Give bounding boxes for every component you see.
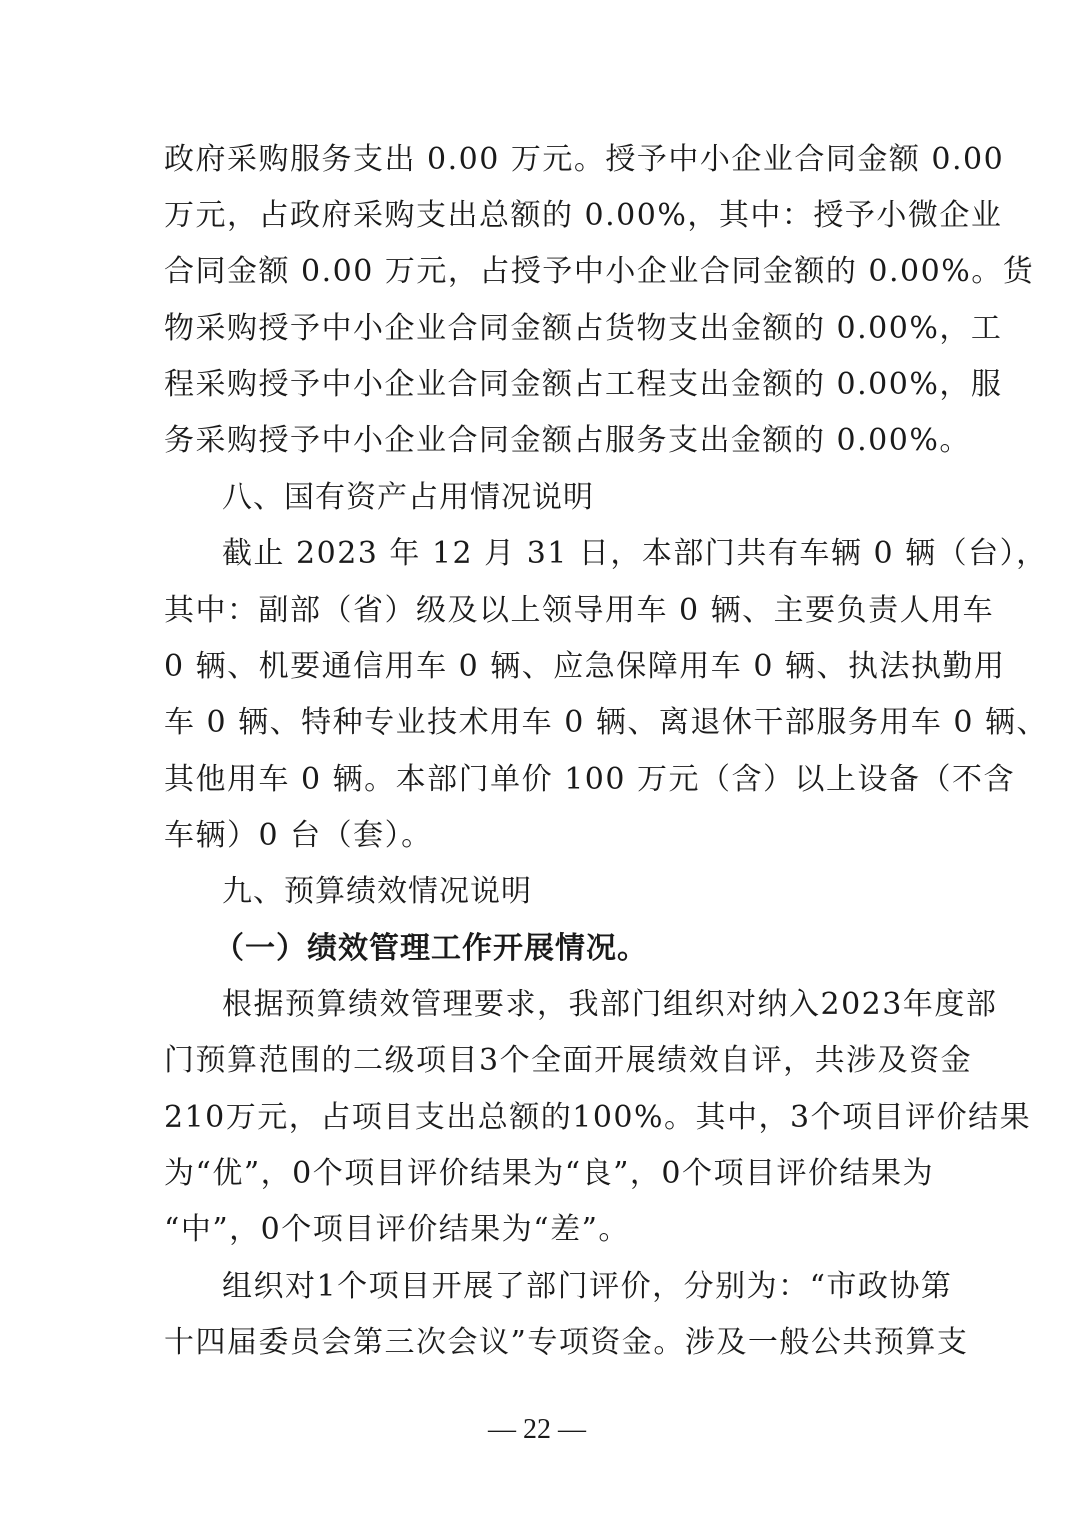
- text-line: 政府采购服务支出 0.00 万元。授予中小企业合同金额 0.00: [164, 142, 1005, 177]
- text-line: 210万元，占项目支出总额的100%。其中，3个项目评价结果: [164, 1100, 1032, 1135]
- section-heading: 九、预算绩效情况说明: [222, 874, 532, 909]
- text-line: 根据预算绩效管理要求，我部门组织对纳入2023年度部: [222, 987, 998, 1022]
- text-line: 车辆）0 台（套）。: [164, 818, 433, 853]
- text-line: 其他用车 0 辆。本部门单价 100 万元（含）以上设备（不含: [164, 762, 1015, 797]
- text-line: 为“优”，0个项目评价结果为“良”，0个项目评价结果为: [164, 1156, 935, 1191]
- text-line: 门预算范围的二级项目3个全面开展绩效自评，共涉及资金: [164, 1043, 973, 1078]
- text-line: 0 辆、机要通信用车 0 辆、应急保障用车 0 辆、执法执勤用: [164, 649, 1006, 684]
- text-line: 截止 2023 年 12 月 31 日，本部门共有车辆 0 辆（台），: [222, 536, 1048, 571]
- text-line: 车 0 辆、特种专业技术用车 0 辆、离退休干部服务用车 0 辆、: [164, 705, 1048, 740]
- subsection-heading: （一）绩效管理工作开展情况。: [214, 931, 648, 966]
- text-line: 物采购授予中小企业合同金额占货物支出金额的 0.00%，工: [164, 311, 1003, 346]
- text-line: 其中：副部（省）级及以上领导用车 0 辆、主要负责人用车: [164, 593, 995, 628]
- text-line: 十四届委员会第三次会议”专项资金。涉及一般公共预算支: [164, 1325, 969, 1360]
- text-line: 务采购授予中小企业合同金额占服务支出金额的 0.00%。: [164, 423, 971, 458]
- text-line: 合同金额 0.00 万元，占授予中小企业合同金额的 0.00%。货: [164, 254, 1035, 289]
- section-heading: 八、国有资产占用情况说明: [222, 480, 594, 515]
- page-number: — 22 —: [488, 1414, 586, 1445]
- text-line: “中”，0个项目评价结果为“差”。: [164, 1212, 630, 1247]
- text-line: 组织对1个项目开展了部门评价，分别为：“市政协第: [222, 1269, 953, 1304]
- text-line: 程采购授予中小企业合同金额占工程支出金额的 0.00%，服: [164, 367, 1003, 402]
- text-line: 万元，占政府采购支出总额的 0.00%，其中：授予小微企业: [164, 198, 1003, 233]
